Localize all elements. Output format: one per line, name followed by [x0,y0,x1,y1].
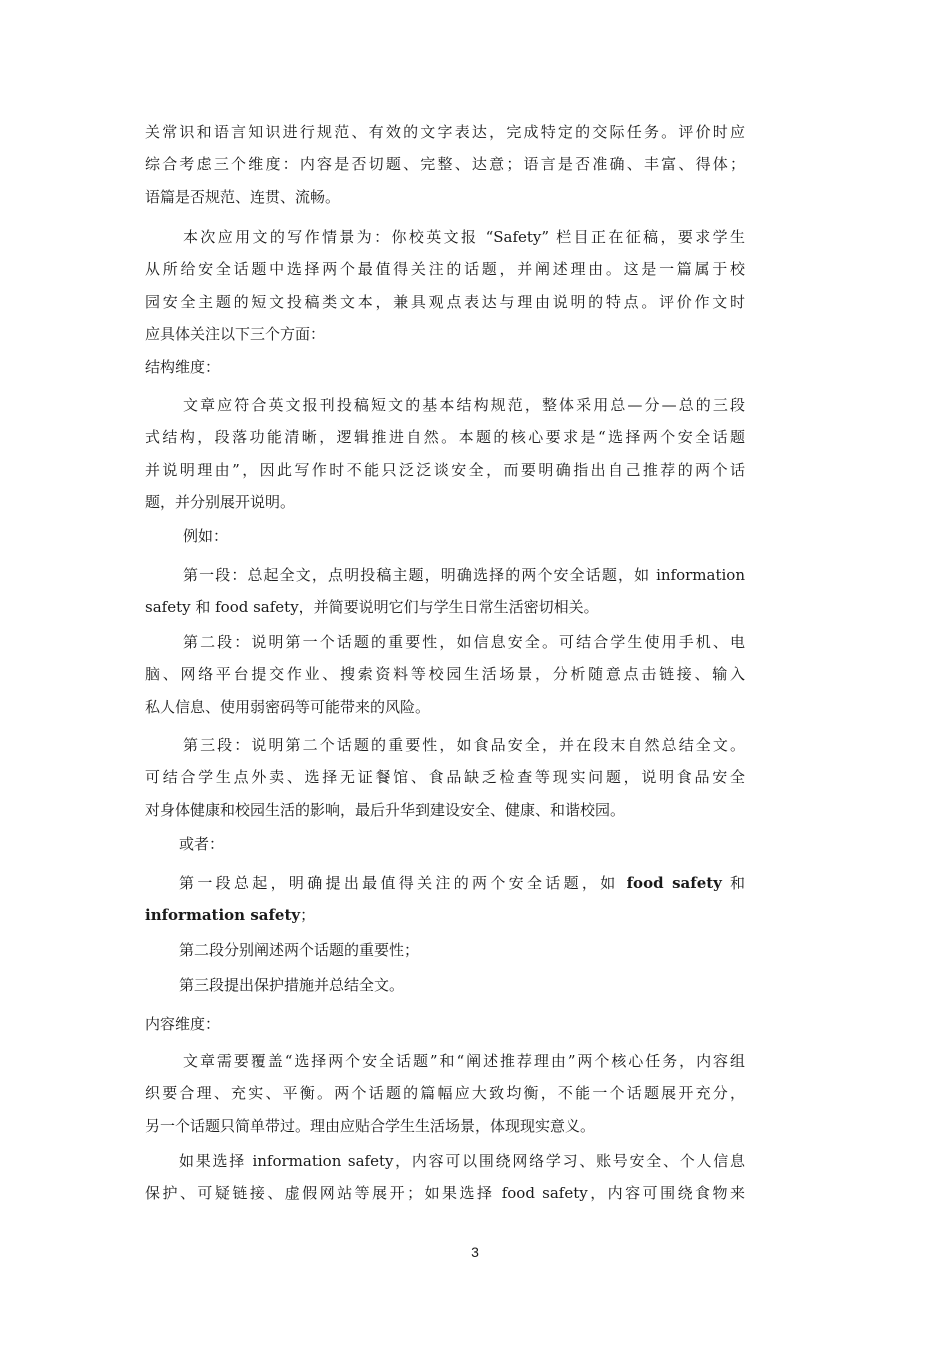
text-line: 对身体健康和校园生活的影响，最后升华到建设安全、健康、和谐校园。 [145,800,626,819]
text-line: 第一段：总起全文，点明投稿主题，明确选择的两个安全话题，如 information [183,566,745,584]
paragraph-alt-third-section [145,969,745,1001]
heading-structure-dimension [145,351,745,383]
heading-content-dimension [145,1008,745,1040]
text-line: safety 和 food safety，并简要说明它们与学生日常生活密切相关。 [145,598,599,617]
keyword-information-safety: information safety [145,906,301,925]
text-line: 或者： [179,835,225,853]
text-line: 本次应用文的写作情景为：你校英文报 “Safety” 栏目正在征稿，要求学生 [183,228,745,246]
paragraph-second-section [145,626,745,723]
text-line: 保护、可疑链接、虚假网站等展开；如果选择 food safety，内容可围绕食物来 [145,1184,745,1203]
keyword-food-safety: food safety [626,874,722,892]
text-line: 第三段提出保护措施并总结全文。 [179,976,405,994]
text-line: 应具体关注以下三个方面： [145,324,326,343]
text-run: 第一段总起，明确提出最值得关注的两个安全话题，如 [179,874,627,892]
text-line: 综合考虑三个维度：内容是否切题、完整、达意；语言是否准确、丰富、得体； [145,155,745,174]
paragraph-writing-scenario [145,221,745,350]
text-line: 另一个话题只简单带过。理由应贴合学生生活场景，体现现实意义。 [145,1116,596,1135]
text-line: 第三段：说明第二个话题的重要性，如食品安全，并在段末自然总结全文。 [183,736,745,754]
text-line: 脑、网络平台提交作业、搜索资料等校园生活场景，分析随意点击链接、输入 [145,665,745,684]
text-line: 可结合学生点外卖、选择无证餐馆、食品缺乏检查等现实问题，说明食品安全 [145,768,745,787]
paragraph-topic-content [145,1145,745,1210]
text-line: 例如： [183,527,229,545]
text-line [145,899,745,931]
text-line: 从所给安全话题中选择两个最值得关注的话题，并阐述理由。这是一篇属于校 [145,260,745,279]
paragraph-evaluation-dimensions [145,116,745,213]
paragraph-first-section [145,559,745,624]
text-line: 并说明理由”，因此写作时不能只泛泛谈安全，而要明确指出自己推荐的两个话 [145,460,745,479]
label-example [145,520,745,552]
text-line: 结构维度： [145,358,221,376]
paragraph-alt-second-section [145,934,745,966]
paragraph-content-description [145,1045,745,1142]
text-line: 题，并分别展开说明。 [145,492,296,511]
page-number: 3 [471,1244,479,1260]
text-line: 如果选择 information safety，内容可以围绕网络学习、账号安全、个人信息 [179,1152,745,1170]
paragraph-third-section [145,729,745,826]
text-line: 第二段分别阐述两个话题的重要性； [179,941,420,959]
text-run: 和 [721,874,745,892]
text-line: 语篇是否规范、连贯、流畅。 [145,187,341,206]
text-line: 园安全主题的短文投稿类文本，兼具观点表达与理由说明的特点。评价作文时 [145,292,745,311]
paragraph-alt-first-section [145,867,745,932]
text-line: 关常识和语言知识进行规范、有效的文字表达，完成特定的交际任务。评价时应 [145,123,745,141]
text-line: 私人信息、使用弱密码等可能带来的风险。 [145,697,431,716]
text-line: 文章应符合英文报刊投稿短文的基本结构规范，整体采用总—分—总的三段 [183,396,745,414]
text-line: 式结构，段落功能清晰，逻辑推进自然。本题的核心要求是“选择两个安全话题 [145,428,745,447]
text-line: 内容维度： [145,1015,221,1033]
text-run: ； [300,906,316,925]
label-alternatively [145,828,745,860]
text-line [145,867,745,899]
text-line: 第二段：说明第一个话题的重要性，如信息安全。可结合学生使用手机、电 [183,633,745,651]
paragraph-structure-description [145,389,745,518]
text-line: 织要合理、充实、平衡。两个话题的篇幅应大致均衡，不能一个话题展开充分， [145,1084,745,1103]
text-line: 文章需要覆盖“选择两个安全话题”和“阐述推荐理由”两个核心任务，内容组 [183,1052,745,1070]
